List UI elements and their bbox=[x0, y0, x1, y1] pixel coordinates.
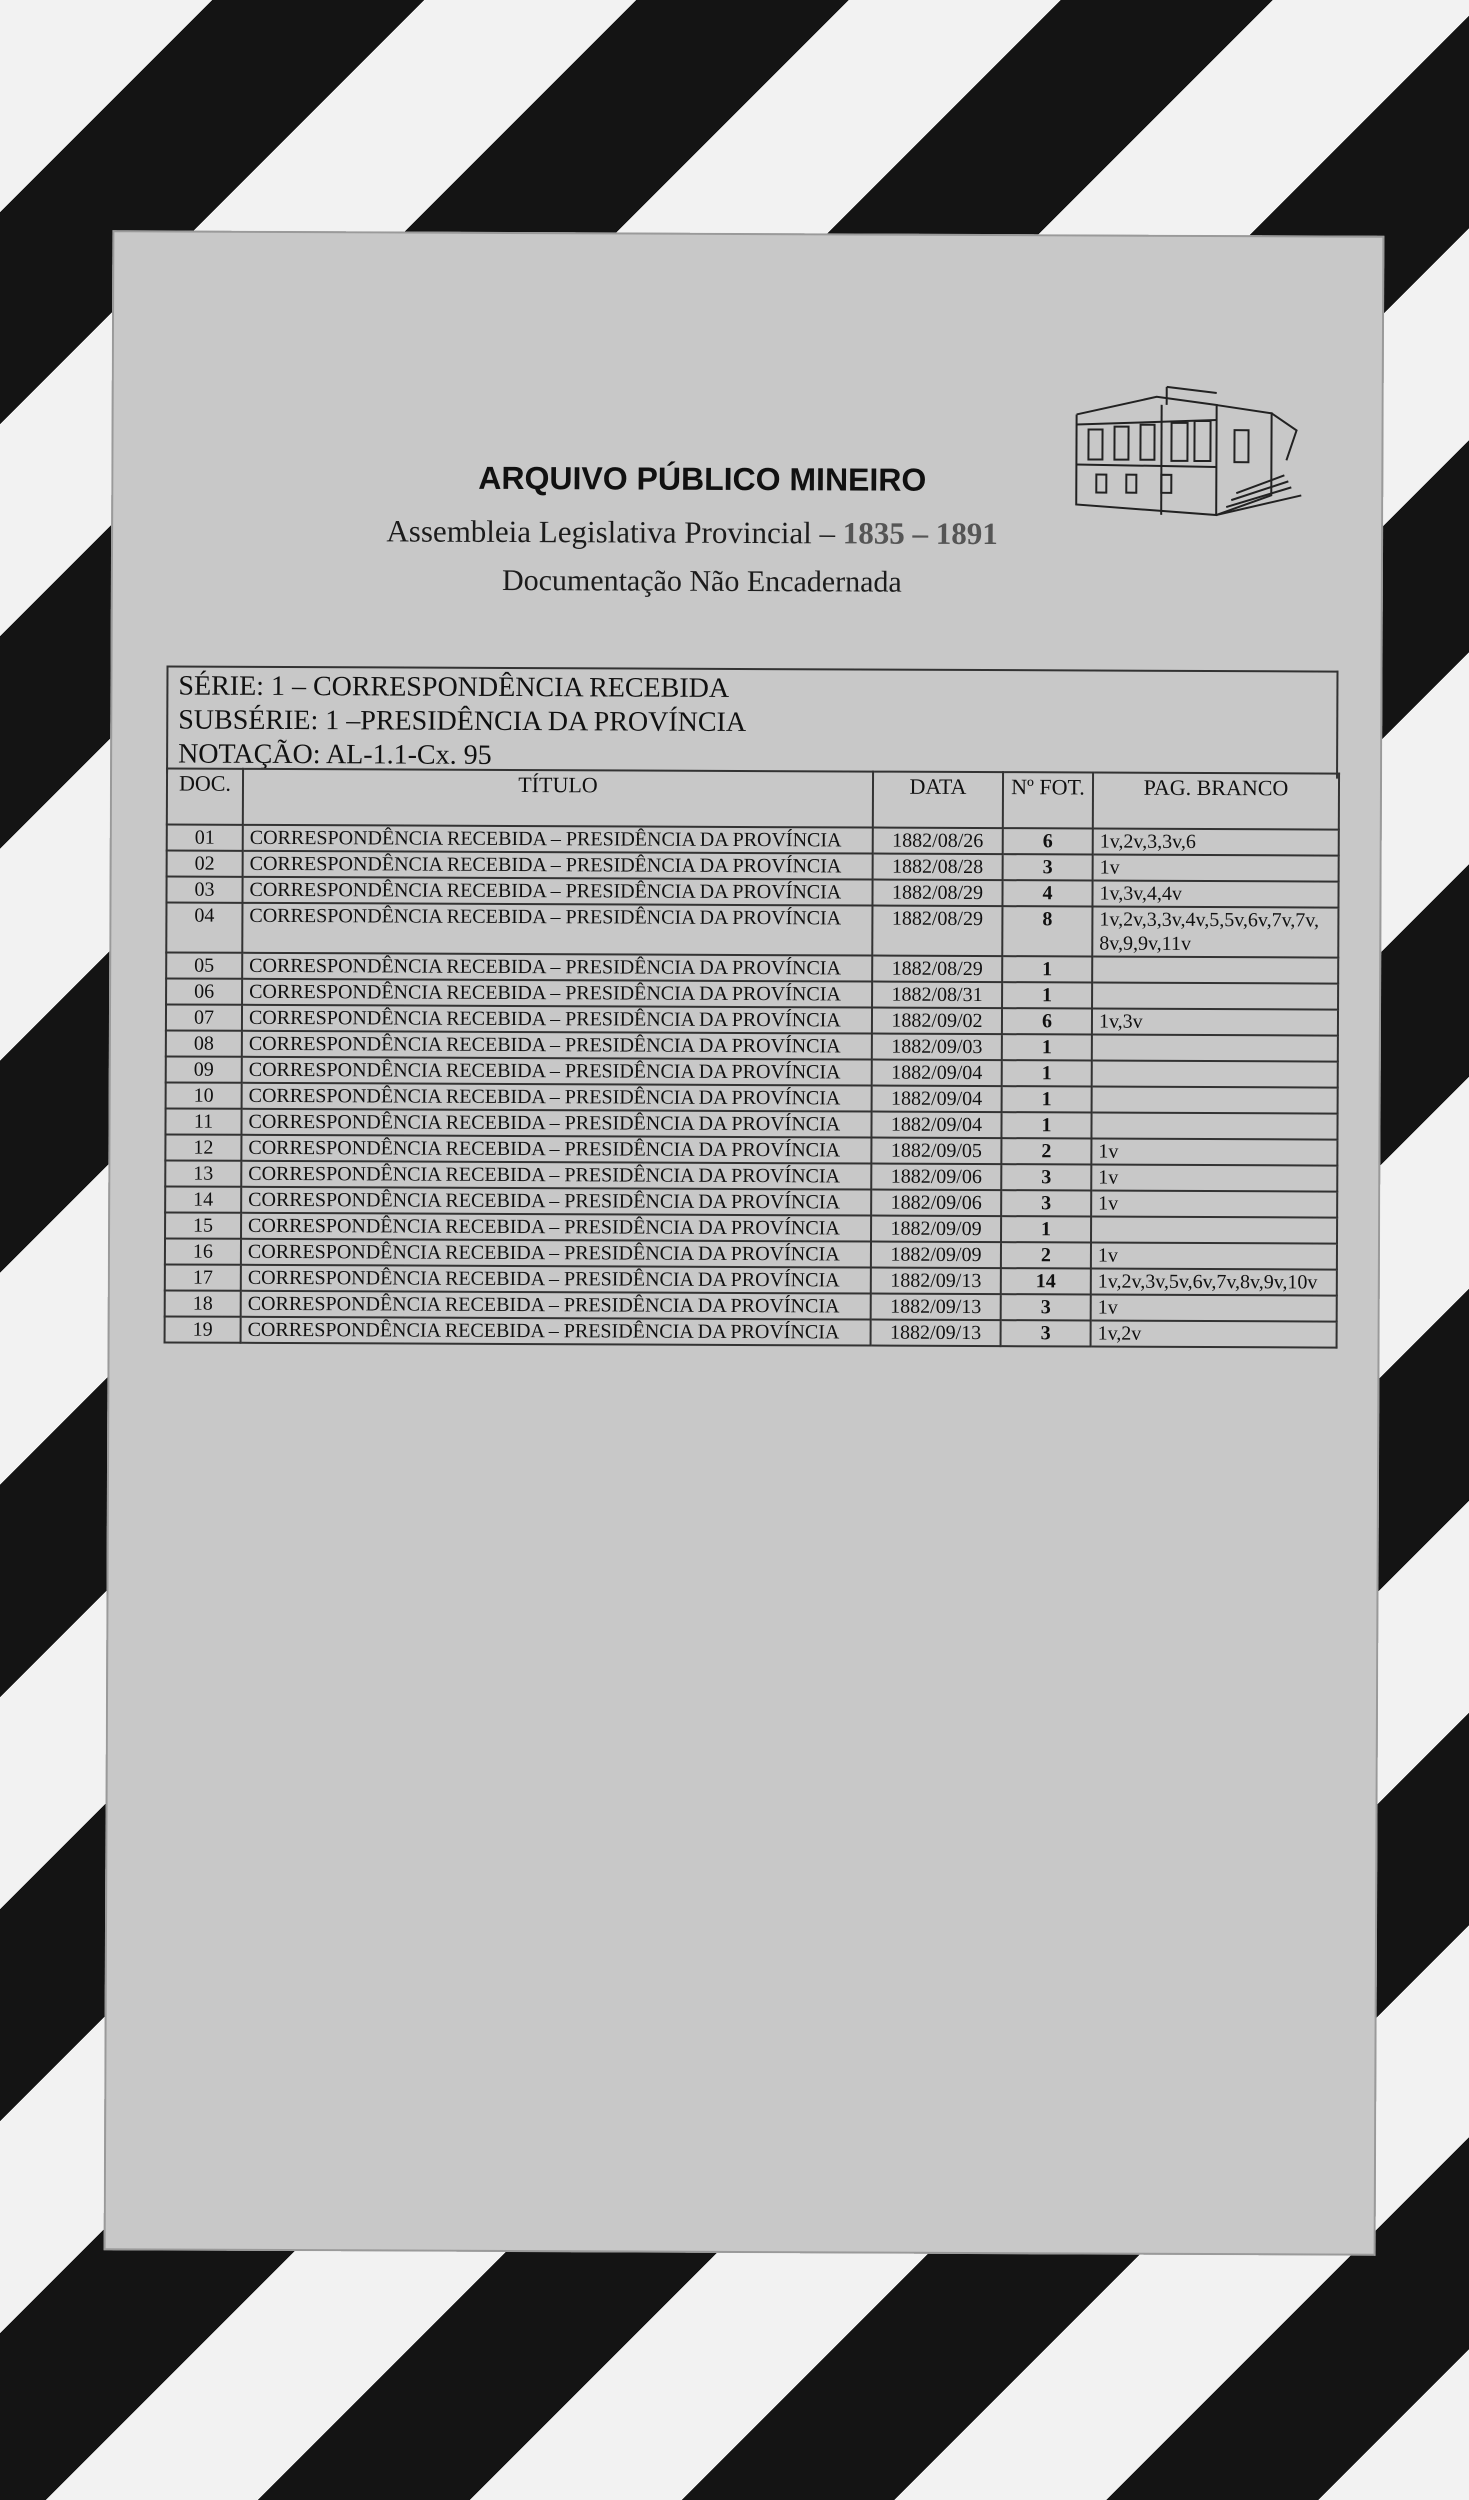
fot-cell: 1 bbox=[1002, 1086, 1092, 1112]
titulo-cell: CORRESPONDÊNCIA RECEBIDA – PRESIDÊNCIA DA PROVÍNCIA bbox=[242, 1031, 872, 1060]
data-cell: 1882/08/28 bbox=[873, 854, 1003, 881]
fot-cell: 1 bbox=[1002, 982, 1092, 1008]
column-header-data: DATA bbox=[873, 772, 1003, 829]
branco-cell: 1v bbox=[1091, 1243, 1337, 1270]
branco-cell: 1v,2v,3v,5v,6v,7v,8v,9v,10v bbox=[1091, 1269, 1337, 1296]
doc-cell: 03 bbox=[166, 876, 242, 902]
titulo-cell: CORRESPONDÊNCIA RECEBIDA – PRESIDÊNCIA DA PROVÍNCIA bbox=[241, 1239, 871, 1268]
data-cell: 1882/08/29 bbox=[872, 906, 1002, 957]
fot-cell: 3 bbox=[1001, 1190, 1091, 1216]
data-cell: 1882/09/05 bbox=[871, 1138, 1001, 1165]
titulo-cell: CORRESPONDÊNCIA RECEBIDA – PRESIDÊNCIA DA PROVÍNCIA bbox=[242, 877, 872, 906]
collection-subtitle: Documentação Não Encadernada bbox=[501, 563, 902, 599]
data-cell: 1882/08/29 bbox=[872, 880, 1002, 907]
subserie-line: SUBSÉRIE: 1 –PRESIDÊNCIA DA PROVÍNCIA bbox=[178, 704, 747, 739]
branco-cell: 1v,2v,3,3v,6 bbox=[1093, 829, 1339, 856]
table-row bbox=[165, 1316, 1337, 1347]
fot-cell: 1 bbox=[1001, 1112, 1091, 1138]
fot-cell: 14 bbox=[1001, 1268, 1091, 1294]
data-cell: 1882/09/02 bbox=[872, 1008, 1002, 1035]
data-cell: 1882/09/09 bbox=[871, 1216, 1001, 1243]
data-cell: 1882/09/09 bbox=[871, 1242, 1001, 1269]
data-cell: 1882/09/04 bbox=[871, 1112, 1001, 1139]
column-header-fot: Nº FOT. bbox=[1003, 772, 1093, 828]
titulo-cell: CORRESPONDÊNCIA RECEBIDA – PRESIDÊNCIA DA PROVÍNCIA bbox=[242, 979, 872, 1008]
data-cell: 1882/08/31 bbox=[872, 982, 1002, 1009]
fot-cell: 6 bbox=[1002, 1008, 1092, 1034]
branco-cell bbox=[1092, 957, 1338, 984]
branco-cell bbox=[1092, 1061, 1338, 1088]
fot-cell: 1 bbox=[1002, 1060, 1092, 1086]
doc-cell: 05 bbox=[166, 952, 242, 978]
fot-cell: 2 bbox=[1001, 1138, 1091, 1164]
doc-cell: 10 bbox=[166, 1082, 242, 1108]
branco-cell: 1v,3v,4,4v bbox=[1092, 881, 1338, 908]
titulo-cell: CORRESPONDÊNCIA RECEBIDA – PRESIDÊNCIA DA PROVÍNCIA bbox=[242, 1083, 872, 1112]
doc-cell: 17 bbox=[165, 1264, 241, 1290]
doc-cell: 01 bbox=[167, 824, 243, 850]
titulo-cell: CORRESPONDÊNCIA RECEBIDA – PRESIDÊNCIA DA PROVÍNCIA bbox=[241, 1161, 871, 1190]
fot-cell: 8 bbox=[1002, 906, 1092, 956]
fot-cell: 1 bbox=[1001, 1216, 1091, 1242]
doc-cell: 12 bbox=[165, 1134, 241, 1160]
doc-cell: 06 bbox=[166, 978, 242, 1004]
branco-cell bbox=[1092, 1087, 1338, 1114]
doc-cell: 11 bbox=[165, 1108, 241, 1134]
doc-cell: 09 bbox=[166, 1056, 242, 1082]
branco-cell bbox=[1091, 1113, 1337, 1140]
data-cell: 1882/09/03 bbox=[872, 1034, 1002, 1061]
doc-cell: 13 bbox=[165, 1160, 241, 1186]
data-cell: 1882/08/26 bbox=[873, 828, 1003, 855]
fot-cell: 1 bbox=[1002, 1034, 1092, 1060]
doc-cell: 16 bbox=[165, 1238, 241, 1264]
assembly-years: 1835 – 1891 bbox=[842, 515, 998, 552]
titulo-cell: CORRESPONDÊNCIA RECEBIDA – PRESIDÊNCIA DA PROVÍNCIA bbox=[242, 953, 872, 982]
doc-cell: 18 bbox=[165, 1290, 241, 1316]
table-header-row bbox=[167, 768, 1339, 829]
series-info bbox=[166, 665, 1338, 778]
branco-cell: 1v,3v bbox=[1092, 1009, 1338, 1036]
titulo-cell: CORRESPONDÊNCIA RECEBIDA – PRESIDÊNCIA DA PROVÍNCIA bbox=[243, 851, 873, 880]
column-header-doc: DOC. bbox=[167, 768, 243, 824]
branco-cell bbox=[1092, 1035, 1338, 1062]
doc-cell: 15 bbox=[165, 1212, 241, 1238]
doc-cell: 04 bbox=[166, 902, 242, 952]
document-sheet bbox=[104, 230, 1385, 2256]
table-body bbox=[165, 824, 1339, 1347]
titulo-cell: CORRESPONDÊNCIA RECEBIDA – PRESIDÊNCIA DA PROVÍNCIA bbox=[242, 1005, 872, 1034]
column-header-titulo: TÍTULO bbox=[243, 769, 873, 828]
doc-cell: 14 bbox=[165, 1186, 241, 1212]
titulo-cell: CORRESPONDÊNCIA RECEBIDA – PRESIDÊNCIA DA PROVÍNCIA bbox=[241, 1187, 871, 1216]
data-cell: 1882/09/06 bbox=[871, 1164, 1001, 1191]
data-cell: 1882/09/06 bbox=[871, 1190, 1001, 1217]
data-cell: 1882/09/13 bbox=[871, 1320, 1001, 1347]
fot-cell: 3 bbox=[1001, 1164, 1091, 1190]
fot-cell: 1 bbox=[1002, 956, 1092, 982]
titulo-cell: CORRESPONDÊNCIA RECEBIDA – PRESIDÊNCIA DA PROVÍNCIA bbox=[241, 1317, 871, 1346]
fot-cell: 6 bbox=[1003, 828, 1093, 854]
fot-cell: 4 bbox=[1002, 880, 1092, 906]
branco-cell bbox=[1091, 1217, 1337, 1244]
notacao-line: NOTAÇÃO: AL-1.1-Cx. 95 bbox=[178, 738, 492, 771]
doc-cell: 07 bbox=[166, 1004, 242, 1030]
branco-cell: 1v bbox=[1091, 1295, 1337, 1322]
fot-cell: 3 bbox=[1001, 1320, 1091, 1346]
titulo-cell: CORRESPONDÊNCIA RECEBIDA – PRESIDÊNCIA DA PROVÍNCIA bbox=[243, 825, 873, 854]
data-cell: 1882/09/13 bbox=[871, 1294, 1001, 1321]
institution-title: ARQUIVO PÚBLICO MINEIRO bbox=[478, 459, 927, 498]
fot-cell: 3 bbox=[1001, 1294, 1091, 1320]
titulo-cell: CORRESPONDÊNCIA RECEBIDA – PRESIDÊNCIA DA PROVÍNCIA bbox=[242, 1057, 872, 1086]
data-cell: 1882/08/29 bbox=[872, 956, 1002, 983]
assembly-label: Assembleia Legislativa Provincial – bbox=[386, 513, 843, 551]
branco-cell: 1v bbox=[1093, 855, 1339, 882]
titulo-cell: CORRESPONDÊNCIA RECEBIDA – PRESIDÊNCIA DA PROVÍNCIA bbox=[241, 1213, 871, 1242]
doc-cell: 19 bbox=[165, 1316, 241, 1342]
branco-cell: 1v bbox=[1091, 1165, 1337, 1192]
assembly-subtitle bbox=[111, 512, 1383, 554]
data-cell: 1882/09/04 bbox=[872, 1060, 1002, 1087]
titulo-cell: CORRESPONDÊNCIA RECEBIDA – PRESIDÊNCIA DA PROVÍNCIA bbox=[242, 903, 872, 956]
titulo-cell: CORRESPONDÊNCIA RECEBIDA – PRESIDÊNCIA DA PROVÍNCIA bbox=[241, 1109, 871, 1138]
titulo-cell: CORRESPONDÊNCIA RECEBIDA – PRESIDÊNCIA DA PROVÍNCIA bbox=[241, 1265, 871, 1294]
fot-cell: 3 bbox=[1003, 854, 1093, 880]
doc-cell: 02 bbox=[167, 850, 243, 876]
serie-line: SÉRIE: 1 – CORRESPONDÊNCIA RECEBIDA bbox=[178, 670, 730, 704]
branco-cell: 1v,2v,3,3v,4v,5,5v,6v,7v,7v, 8v,9,9v,11v bbox=[1092, 907, 1338, 958]
branco-cell bbox=[1092, 983, 1338, 1010]
branco-cell: 1v bbox=[1091, 1139, 1337, 1166]
data-cell: 1882/09/04 bbox=[872, 1086, 1002, 1113]
documents-table bbox=[164, 767, 1341, 1348]
table-row bbox=[166, 902, 1338, 957]
titulo-cell: CORRESPONDÊNCIA RECEBIDA – PRESIDÊNCIA DA PROVÍNCIA bbox=[241, 1291, 871, 1320]
data-cell: 1882/09/13 bbox=[871, 1268, 1001, 1295]
doc-cell: 08 bbox=[166, 1030, 242, 1056]
titulo-cell: CORRESPONDÊNCIA RECEBIDA – PRESIDÊNCIA DA PROVÍNCIA bbox=[241, 1135, 871, 1164]
fot-cell: 2 bbox=[1001, 1242, 1091, 1268]
branco-cell: 1v,2v bbox=[1091, 1321, 1337, 1348]
column-header-branco: PAG. BRANCO bbox=[1093, 773, 1339, 830]
branco-cell: 1v bbox=[1091, 1191, 1337, 1218]
